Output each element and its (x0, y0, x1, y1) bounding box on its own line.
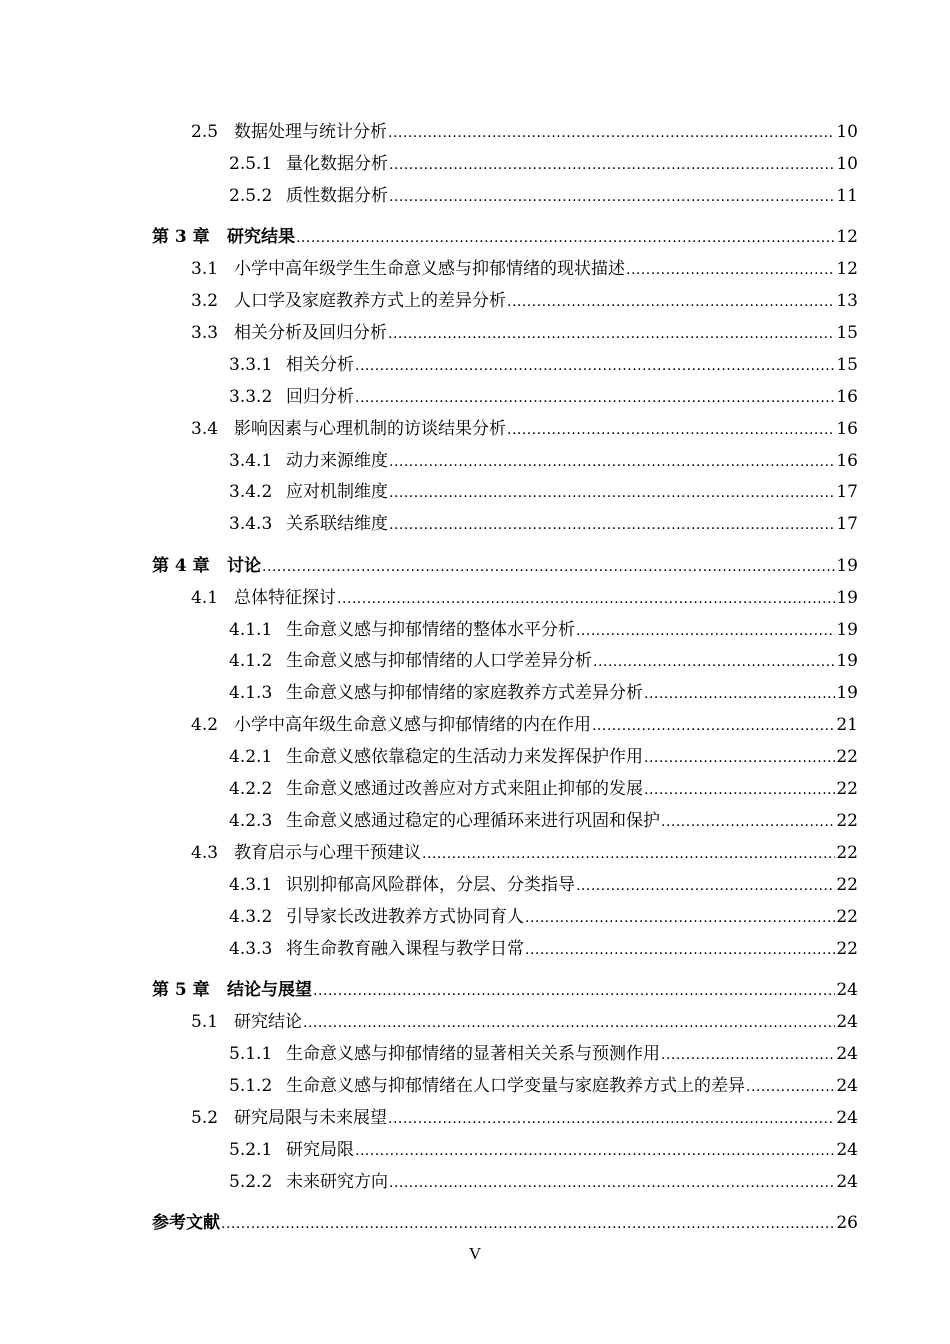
toc-entry-page: 15 (836, 323, 858, 343)
toc-entry-title: 质性数据分析 (286, 186, 388, 206)
toc-entry-title: 相关分析及回归分析 (234, 323, 387, 343)
dot-leader (355, 355, 835, 377)
toc-entry-title: 生命意义感与抑郁情绪的整体水平分析 (286, 620, 575, 640)
toc-entry-page: 22 (836, 747, 858, 767)
dot-leader (576, 620, 835, 642)
toc-entry-title: 量化数据分析 (286, 154, 388, 174)
toc-entry-number: 5.1.1 (229, 1044, 273, 1064)
dot-leader (337, 588, 835, 610)
toc-entry-title: 参考文献 (152, 1213, 220, 1233)
toc-entry-title: 将生命教育融入课程与教学日常 (286, 939, 524, 959)
toc-entry-number: 4.3.3 (229, 939, 273, 959)
toc-entry[interactable] (229, 1043, 858, 1065)
dot-leader (355, 387, 835, 409)
toc-entry-title: 关系联结维度 (286, 514, 388, 534)
dot-leader (626, 259, 835, 281)
toc-entry-number: 3.4.1 (229, 451, 273, 471)
toc-entry-title: 生命意义感与抑郁情绪在人口学变量与家庭教养方式上的差异 (286, 1076, 745, 1096)
dot-leader (389, 451, 835, 473)
dot-leader (388, 323, 835, 345)
dot-leader (525, 939, 835, 961)
toc-entry[interactable] (229, 386, 858, 408)
toc-entry[interactable] (152, 555, 858, 577)
toc-entry-title: 研究局限与未来展望 (234, 1108, 387, 1128)
toc-entry[interactable] (229, 619, 858, 641)
toc-entry-number: 5.1 (191, 1012, 219, 1032)
toc-entry[interactable] (191, 418, 858, 440)
dot-leader (388, 1108, 835, 1130)
toc-entry-title: 生命意义感与抑郁情绪的显著相关关系与预测作用 (286, 1044, 660, 1064)
toc-entry-number: 3.1 (191, 259, 219, 279)
dot-leader (296, 227, 835, 249)
toc-entry-title: 引导家长改进教养方式协同育人 (286, 907, 524, 927)
toc-entry-title: 影响因素与心理机制的访谈结果分析 (234, 419, 506, 439)
toc-entry[interactable] (229, 513, 858, 535)
toc-entry-title: 未来研究方向 (286, 1172, 388, 1192)
toc-entry-title: 研究局限 (286, 1140, 354, 1160)
toc-entry-page: 15 (836, 355, 858, 375)
dot-leader (593, 651, 835, 673)
toc-entry[interactable] (229, 1075, 858, 1097)
toc-entry[interactable] (229, 746, 858, 768)
toc-entry[interactable] (229, 778, 858, 800)
toc-entry-title: 回归分析 (286, 387, 354, 407)
toc-entry[interactable] (229, 185, 858, 207)
toc-entry[interactable] (191, 290, 858, 312)
toc-entry[interactable] (229, 481, 858, 503)
toc-entry[interactable] (229, 906, 858, 928)
toc-entry-page: 17 (836, 514, 858, 534)
toc-entry-number: 3.4.3 (229, 514, 273, 534)
toc-entry-number: 第 4 章 (152, 556, 210, 576)
toc-entry[interactable] (152, 979, 858, 1001)
toc-entry[interactable] (229, 450, 858, 472)
toc-entry[interactable] (229, 354, 858, 376)
toc-entry-page: 19 (836, 556, 858, 576)
toc-entry-title: 讨论 (227, 556, 261, 576)
dot-leader (389, 154, 835, 176)
dot-leader (313, 980, 835, 1002)
toc-entry-page: 19 (836, 588, 858, 608)
dot-leader (644, 747, 835, 769)
toc-entry-title: 小学中高年级学生生命意义感与抑郁情绪的现状描述 (234, 259, 625, 279)
dot-leader (507, 419, 835, 441)
dot-leader (525, 907, 835, 929)
toc-entry-number: 4.1.3 (229, 683, 273, 703)
toc-entry-title: 教育启示与心理干预建议 (234, 843, 421, 863)
toc-entry-title: 相关分析 (286, 355, 354, 375)
toc-entry-title: 生命意义感依靠稳定的生活动力来发挥保护作用 (286, 747, 643, 767)
toc-entry[interactable] (229, 682, 858, 704)
toc-entry-page: 24 (836, 1140, 858, 1160)
toc-entry[interactable] (191, 714, 858, 736)
toc-entry-page: 24 (836, 1076, 858, 1096)
toc-entry-title: 研究结果 (227, 227, 295, 247)
toc-entry-page: 24 (836, 980, 858, 1000)
toc-entry-number: 4.2.1 (229, 747, 273, 767)
toc-entry[interactable] (229, 938, 858, 960)
dot-leader (389, 514, 835, 536)
toc-entry-page: 26 (836, 1213, 858, 1233)
toc-entry-number: 第 3 章 (152, 227, 210, 247)
toc-entry-page: 10 (836, 122, 858, 142)
toc-entry-number: 3.3 (191, 323, 219, 343)
toc-entry-number: 3.4 (191, 419, 219, 439)
toc-entry-page: 16 (836, 419, 858, 439)
toc-entry-page: 22 (836, 875, 858, 895)
toc-entry-page: 22 (836, 843, 858, 863)
toc-entry-page: 10 (836, 154, 858, 174)
toc-entry-title: 生命意义感与抑郁情绪的人口学差异分析 (286, 651, 592, 671)
toc-entry[interactable] (191, 121, 858, 143)
toc-entry-page: 24 (836, 1012, 858, 1032)
toc-entry-number: 2.5.2 (229, 186, 273, 206)
dot-leader (746, 1076, 835, 1098)
toc-entry-page: 22 (836, 779, 858, 799)
toc-entry[interactable] (191, 587, 858, 609)
toc-entry-number: 4.1.2 (229, 651, 273, 671)
dot-leader (576, 875, 835, 897)
toc-entry-number: 4.3.1 (229, 875, 273, 895)
toc-entry[interactable] (229, 874, 858, 896)
toc-entry-title: 数据处理与统计分析 (234, 122, 387, 142)
toc-entry-title: 生命意义感通过稳定的心理循环来进行巩固和保护 (286, 811, 660, 831)
toc-entry-page: 24 (836, 1172, 858, 1192)
dot-leader (644, 779, 835, 801)
toc-entry[interactable] (229, 1171, 858, 1193)
toc-entry-page: 16 (836, 387, 858, 407)
toc-entry-number: 5.2.1 (229, 1140, 273, 1160)
toc-entry[interactable] (229, 650, 858, 672)
toc-entry-number: 5.2.2 (229, 1172, 273, 1192)
toc-entry-title: 总体特征探讨 (234, 588, 336, 608)
toc-entry-title: 人口学及家庭教养方式上的差异分析 (234, 291, 506, 311)
toc-entry[interactable] (229, 1139, 858, 1161)
toc-entry-page: 22 (836, 907, 858, 927)
toc-entry-number: 4.2.3 (229, 811, 273, 831)
toc-entry-page: 22 (836, 939, 858, 959)
toc-entry-page: 12 (836, 227, 858, 247)
dot-leader (355, 1140, 835, 1162)
toc-entry-number: 3.3.2 (229, 387, 273, 407)
toc-entry-number: 4.2 (191, 715, 219, 735)
toc-entry-number: 2.5.1 (229, 154, 273, 174)
toc-entry-number: 4.2.2 (229, 779, 273, 799)
toc-entry-number: 5.2 (191, 1108, 219, 1128)
toc-entry[interactable] (152, 1212, 858, 1234)
toc-entry-page: 22 (836, 811, 858, 831)
toc-entry-page: 19 (836, 683, 858, 703)
toc-entry-number: 3.4.2 (229, 482, 273, 502)
toc-entry[interactable] (191, 1011, 858, 1033)
toc-entry[interactable] (229, 153, 858, 175)
toc-entry-page: 17 (836, 482, 858, 502)
dot-leader (507, 291, 835, 313)
toc-entry-page: 24 (836, 1044, 858, 1064)
toc-entry[interactable] (191, 322, 858, 344)
dot-leader (644, 683, 835, 705)
toc-entry-page: 21 (836, 715, 858, 735)
toc-entry[interactable] (152, 226, 858, 248)
toc-entry-number: 5.1.2 (229, 1076, 273, 1096)
toc-entry-page: 19 (836, 620, 858, 640)
dot-leader (592, 715, 835, 737)
toc-entry-title: 应对机制维度 (286, 482, 388, 502)
dot-leader (388, 122, 835, 144)
dot-leader (389, 482, 835, 504)
dot-leader (661, 1044, 835, 1066)
toc-entry[interactable] (191, 1107, 858, 1129)
toc-entry-page: 11 (836, 186, 858, 206)
toc-entry-title: 结论与展望 (227, 980, 312, 1000)
toc-entry-page: 24 (836, 1108, 858, 1128)
toc-entry-page: 16 (836, 451, 858, 471)
toc-entry-number: 2.5 (191, 122, 219, 142)
toc-entry-title: 生命意义感通过改善应对方式来阻止抑郁的发展 (286, 779, 643, 799)
dot-leader (303, 1012, 835, 1034)
toc-entry-title: 小学中高年级生命意义感与抑郁情绪的内在作用 (234, 715, 591, 735)
toc-entry-number: 3.2 (191, 291, 219, 311)
toc-entry-title: 生命意义感与抑郁情绪的家庭教养方式差异分析 (286, 683, 643, 703)
dot-leader (389, 1172, 835, 1194)
toc-entry-page: 13 (836, 291, 858, 311)
toc-entry-number: 第 5 章 (152, 980, 210, 1000)
toc-entry-title: 研究结论 (234, 1012, 302, 1032)
dot-leader (221, 1213, 835, 1235)
toc-entry-number: 4.1.1 (229, 620, 273, 640)
toc-entry-title: 动力来源维度 (286, 451, 388, 471)
toc-entry-number: 4.3 (191, 843, 219, 863)
toc-entry-number: 4.1 (191, 588, 219, 608)
toc-entry[interactable] (191, 258, 858, 280)
toc-entry-number: 3.3.1 (229, 355, 273, 375)
page-number-footer: V (468, 1244, 482, 1263)
toc-entry-page: 12 (836, 259, 858, 279)
toc-entry[interactable] (191, 842, 858, 864)
toc-entry[interactable] (229, 810, 858, 832)
dot-leader (389, 186, 835, 208)
dot-leader (661, 811, 835, 833)
toc-entry-number: 4.3.2 (229, 907, 273, 927)
toc-entry-title: 识别抑郁高风险群体，分层、分类指导 (286, 875, 575, 895)
dot-leader (422, 843, 835, 865)
dot-leader (262, 556, 835, 578)
toc-entry-page: 19 (836, 651, 858, 671)
